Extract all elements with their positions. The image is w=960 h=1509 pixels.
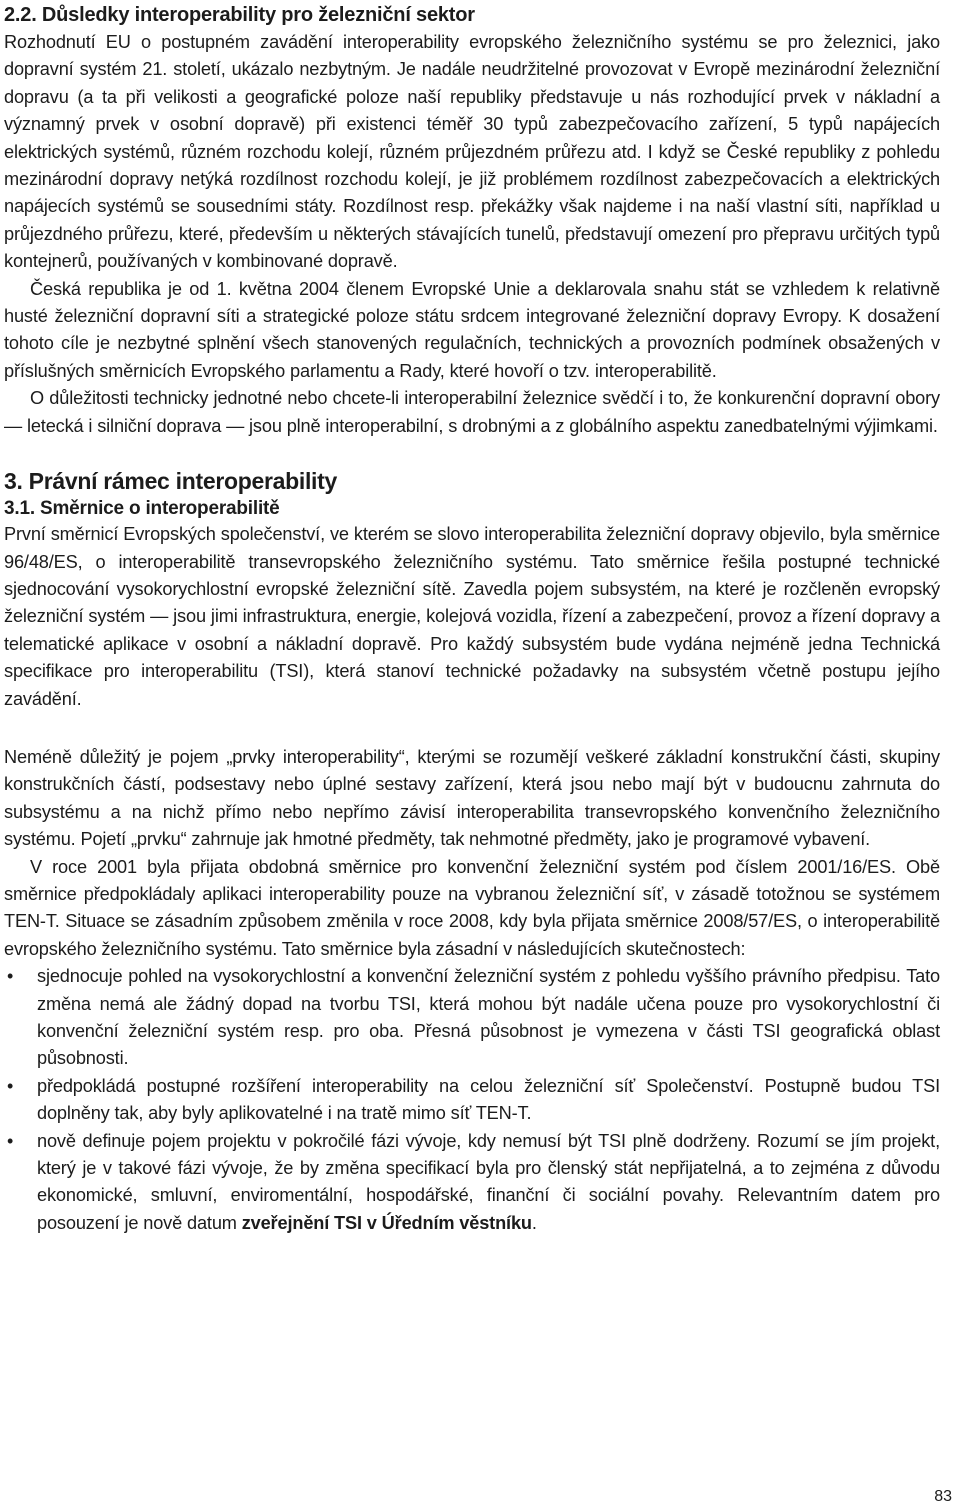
subsection-heading-3-1: 3.1. Směrnice o interoperabilitě [4, 498, 280, 520]
list-item [4, 1073, 940, 1128]
list-item-text: předpokládá postupné rozšíření interoperability na celou železniční síť Společenství. Postupně budou TSI doplněny tak, aby byly aplikovatelné i na tratě mimo síť TEN-T. [37, 1075, 940, 1124]
paragraph: Neméně důležitý je pojem „prvky interoperability“, kterými se rozumějí veškeré základní konstrukční části, skupiny konstrukčních částí, podsestavy nebo úplné sestavy zařízení, která jsou nebo mají být v budoucnu zahrnuta do subsystému a na nichž přímo nebo nepřímo závisí interoperabilita transevropského konvenčního železničního systému. Pojetí „prvku“ zahrnuje jak hmotné předměty, tak nehmotné předměty, jako je programové vybavení. [4, 746, 940, 850]
page-number: 83 [934, 1488, 952, 1505]
bullet-list [4, 963, 940, 1237]
emphasized-text: zveřejnění TSI v Úředním věstníku [241, 1212, 532, 1233]
list-item-text: sjednocuje pohled na vysokorychlostní a konvenční železniční systém z pohledu vyššího právního předpisu. Tato změna nemá ale žádný dopad na tvorbu TSI, která mohou být nadále učena pouze pro vysokorychlostní či konvenční železniční systém resp. pro oba. Přesná působnost je vymezena v části TSI geografická oblast působnosti. [37, 966, 940, 1069]
bullet-icon: • [7, 1130, 14, 1151]
spacer [4, 713, 940, 744]
list-item [4, 1128, 940, 1238]
paragraph: O důležitosti technicky jednotné nebo chcete-li interoperabilní železnice svědčí i to, že konkurenční dopravní obory — letecká i silniční doprava — jsou plně interoperabilní, s drobnými a z globálního aspektu zanedbatelnými výjimkami. [4, 388, 940, 436]
list-item-text-end: . [531, 1212, 537, 1233]
paragraph: První směrnicí Evropských společenství, ve kterém se slovo interoperabilita železniční dopravy objevilo, byla směrnice 96/48/ES, o interoperabilitě transevropského železničního systému. Tato směrnice řešila postupné technické sjednocování vysokorychlostní evropské železniční sítě. Zavedla pojem subsystém, na které je rozčleněn evropský železniční systém — jsou jimi infrastruktura, energie, kolejová vozidla, řízení a zabezpečení, provoz a řízení dopravy a telematické aplikace v osobní a nákladní dopravě. Pro každý subsystém bude vydána nejméně jedna Technická specifikace pro interoperabilitu (TSI), která stanoví technické požadavky na subsystém včetně postupu jejího zavádění. [4, 524, 940, 709]
spacer [4, 440, 940, 466]
document-page [4, 0, 940, 1237]
paragraph: V roce 2001 byla přijata obdobná směrnice pro konvenční železniční systém pod číslem 2001/16/ES. Obě směrnice předpokládaly aplikaci interoperability pouze na vybranou železniční síť, v zásadě totožnou se systémem TEN-T. Situace se zásadním způsobem změnila v roce 2008, kdy byla přijata směrnice 2008/57/ES, o interoperabilitě evropského železničního systému. Tato směrnice byla zásadní v následujících skutečnostech: [4, 856, 940, 959]
section-heading-2-2: 2.2. Důsledky interoperability pro železniční sektor [4, 4, 475, 26]
list-item [4, 963, 940, 1073]
list-item-text: nově definuje pojem projektu v pokročilé fázi vývoje, kdy nemusí být TSI plně dodrženy. Rozumí se jím projekt, který je v takové fázi vývoje, že by změna specifikací byla pro členský stát nepřijatelná, a to zejména z důvodu ekonomické, smluvní, enviromentální, hospodářské, finanční či sociální povahy. Relevantním datem pro posouzení je nově datum [37, 1130, 940, 1233]
paragraph: Česká republika je od 1. května 2004 členem Evropské Unie a deklarovala snahu stát se vzhledem k relativně husté železniční dopravní síti a strategické poloze státu srdcem integrované železniční dopravy Evropy. K dosažení tohoto cíle je nezbytné splnění všech stanovených regulačních, technických a provozních podmínek obsažených v příslušných směrnicích Evropského parlamentu a Rady, které hovoří o tzv. interoperabilitě. [4, 278, 940, 381]
section-heading-3: 3. Právní rámec interoperability [4, 468, 337, 495]
bullet-icon: • [7, 966, 14, 987]
bullet-icon: • [7, 1075, 14, 1096]
paragraph: Rozhodnutí EU o postupném zavádění interoperability evropského železničního systému se pro železnici, jako dopravní systém 21. století, ukázalo nezbytným. Je nadále neudržitelné provozovat v Evropě mezinárodní železniční dopravu (a ta při velikosti a geografické poloze naší republiky představuje u nás rozhodující prvek v nákladní a významný prvek v osobní dopravě) při existenci téměř 30 typů zabezpečovacího zařízení, 5 typů napájecích elektrických systémů, různém rozchodu kolejí, různém průjezdném průřezu atd. I když se České republiky z pohledu mezinárodní dopravy netýká rozdílnost rozchodu kolejí, je již problémem rozdílnost zabezpečovacích a elektrických napájecích systémů se sousedními státy. Rozdílnost resp. překážky však najdeme i na naší vlastní síti, například u průjezdného průřezu, které, především u některých stávajících tunelů, představují omezení pro přepravu určitých typů kontejnerů, používaných v kombinované dopravě. [4, 32, 940, 272]
